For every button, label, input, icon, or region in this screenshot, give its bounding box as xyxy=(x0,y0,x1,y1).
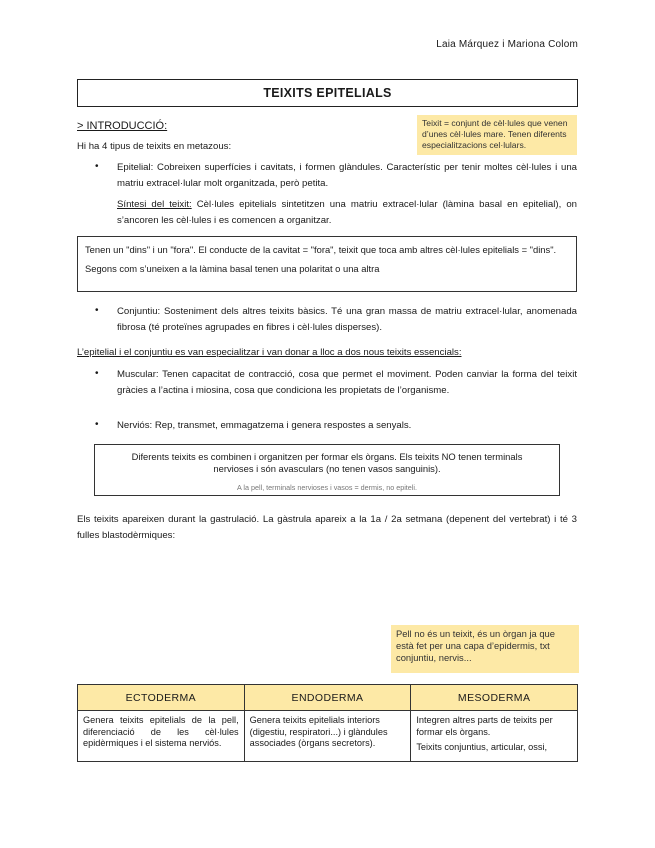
header-ectoderma: ECTODERMA xyxy=(78,685,245,711)
bullet-conjuntiu xyxy=(117,304,577,336)
mesoderma-line2: Teixits conjuntius, articular, ossi, xyxy=(416,742,548,752)
header-mesoderma: MESODERMA xyxy=(411,685,578,711)
organs-small-note: A la pell, terminals nervioses i vasos = dermis, no epiteli. xyxy=(237,483,417,492)
bullet-nervios xyxy=(117,418,577,434)
bullet-dot: • xyxy=(95,368,99,379)
specialized-lead: L’epitelial i el conjuntiu es van especialitzar i van donar a lloc a dos nous teixits essencials: xyxy=(77,347,462,358)
organs-box xyxy=(94,444,560,496)
nervios-text: Rep, transmet, emmagatzema i genera respostes a senyals. xyxy=(154,420,412,431)
nervios-label: Nerviós: xyxy=(117,420,153,431)
mesoderma-line1: Integren altres parts de teixits per formar els òrgans. xyxy=(416,715,553,737)
epitelial-text: Cobreixen superfícies i cavitats, i formen glàndules. Característic per tenir moltes cèl·lules i una matriu extracel·lular molt organitzada, però petita. xyxy=(117,162,577,189)
polarity-box xyxy=(77,236,577,292)
muscular-label: Muscular: xyxy=(117,369,159,380)
table-header-row xyxy=(78,685,578,711)
sticky-note-pell: Pell no és un teixit, és un òrgan ja que està fet per una capa d’epidermis, txt conjuntiu, nervis... xyxy=(391,625,579,673)
muscular-text: Tenen capacitat de contracció, cosa que permet el moviment. Poden canviar la forma del teixit gràcies a l’actina i miosina, cosa que condiciona les propietats de l’organisme. xyxy=(117,369,577,396)
sticky-note-teixit: Teixit = conjunt de cèl·lules que venen d’unes cèl·lules mare. Tenen diferents especialitzacions cel·lulars. xyxy=(417,115,577,155)
bullet-dot: • xyxy=(95,419,99,430)
conjuntiu-text: Sosteniment dels altres teixits bàsics. Té una gran massa de matriu extracel·lular, anomenada fibrosa (té proteïnes agrupades en fibres i cèl·lules disperses). xyxy=(117,306,577,333)
bullet-dot: • xyxy=(95,161,99,172)
page-title: TEIXITS EPITELIALS xyxy=(77,79,578,107)
epitelial-label: Epitelial: xyxy=(117,162,154,173)
cell-mesoderma xyxy=(411,711,578,762)
sintesi-paragraph xyxy=(117,197,577,229)
cell-endoderma: Genera teixits epitelials interiors (digestiu, respiratori...) i glàndules associades (òrgans secretors). xyxy=(244,711,411,762)
cell-ectoderma: Genera teixits epitelials de la pell, diferenciació de les cèl·lules epidèrmiques i el sistema nerviós. xyxy=(78,711,245,762)
conjuntiu-label: Conjuntiu: xyxy=(117,306,161,317)
bullet-muscular xyxy=(117,367,577,399)
intro-heading: > INTRODUCCIÓ: xyxy=(77,120,168,132)
table-row xyxy=(78,711,578,762)
sintesi-label: Síntesi del teixit: xyxy=(117,199,192,210)
authors-header: Laia Márquez i Mariona Colom xyxy=(436,39,578,50)
header-endoderma: ENDODERMA xyxy=(244,685,411,711)
bullet-epitelial xyxy=(117,160,577,192)
intro-lead: Hi ha 4 tipus de teixits en metazous: xyxy=(77,141,232,152)
polarity-line1: Tenen un "dins" i un "fora". El conducte de la cavitat = "fora", teixit que toca amb altres cèl·lules epitelials = "dins". xyxy=(85,244,557,255)
gastrulacio-paragraph: Els teixits apareixen durant la gastrulació. La gàstrula apareix a la 1a / 2a setmana (depenent del vertebrat) i té 3 fulles blastodèrmiques: xyxy=(77,514,577,541)
sintesi-text: Cèl·lules epitelials sintetitzen una matriu extracel·lular (làmina basal en epitelial), on s’ancoren les cèl·lules i es comencen a organitzar. xyxy=(117,199,577,226)
germ-layers-table xyxy=(77,684,578,762)
polarity-line2: Segons com s’uneixen a la làmina basal tenen una polaritat o una altra xyxy=(85,263,380,274)
organs-line: Diferents teixits es combinen i organitzen per formar els òrgans. Els teixits NO tenen terminals nervioses i són avasculars (no tenen vasos sanguinis). xyxy=(131,451,523,474)
bullet-dot: • xyxy=(95,305,99,316)
